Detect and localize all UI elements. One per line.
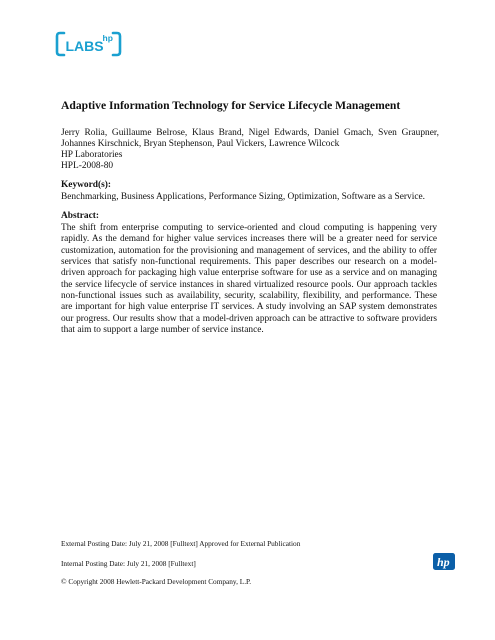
report-number: HPL-2008-80 — [61, 161, 114, 171]
author-list: Jerry Rolia, Guillaume Belrose, Klaus Brand, Nigel Edwards, Daniel Gmach, Sven Graupner, Johannes Kirschnick, Bryan Stephenson, Paul Vickers, Lawrence Wilcock — [61, 128, 439, 150]
copyright-notice: © Copyright 2008 Hewlett-Packard Development Company, L.P. — [61, 577, 252, 586]
keywords-heading: Keyword(s): — [61, 180, 111, 190]
lab-name: HP Laboratories — [61, 150, 123, 160]
hp-labs-logo-icon — [55, 30, 127, 58]
keywords-text: Benchmarking, Business Applications, Performance Sizing, Optimization, Software as a Service. — [61, 192, 425, 202]
internal-posting-date: Internal Posting Date: July 21, 2008 [Fulltext] — [61, 559, 196, 568]
hp-logo-text: hp — [437, 555, 450, 569]
abstract-text: The shift from enterprise computing to service-oriented and cloud computing is happening very rapidly. As the demand for higher value services increases there will be a greater need for service customization, automation for the provisioning and management of services, and the ability to offer services that satisfy non-functional requirements. This paper describes our research on a model-driven approach for packaging high value enterprise software for use as a service and on managing the service lifecycle of service instances in shared virtualized resource pools. Our approach tackles non-functional issues such as availability, security, scalability, flexibility, and performance. These are important for high value enterprise IT services. A study involving an SAP system demonstrates our progress. Our results show that a model-driven approach can be attractive to software providers that aim to support a large number of service instance. — [61, 223, 437, 336]
hp-logo-icon — [433, 553, 455, 570]
logo-hp-text: hp — [102, 33, 113, 43]
logo-labs-text: LABS — [65, 38, 104, 54]
abstract-heading: Abstract: — [61, 211, 100, 221]
page-title: Adaptive Information Technology for Service Lifecycle Management — [61, 99, 401, 112]
external-posting-date: External Posting Date: July 21, 2008 [Fulltext] Approved for External Publication — [61, 539, 301, 548]
